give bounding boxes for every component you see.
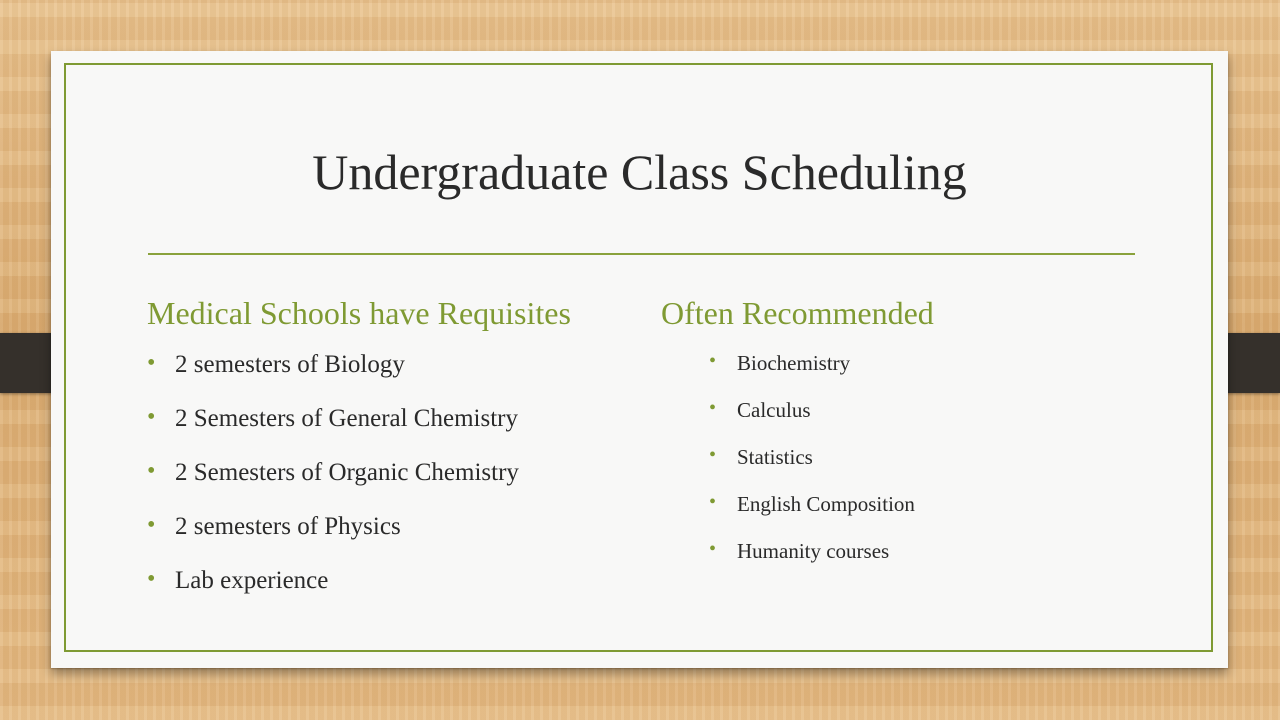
bullet-icon: • <box>147 512 156 538</box>
bullet-icon: • <box>709 444 717 466</box>
bullet-icon: • <box>147 458 156 484</box>
list-item <box>147 457 519 511</box>
list-item <box>709 490 915 537</box>
list-item <box>709 396 915 443</box>
bullet-icon: • <box>709 538 717 560</box>
list-item-text: 2 semesters of Biology <box>175 351 405 378</box>
slide-title: Undergraduate Class Scheduling <box>312 144 967 200</box>
list-item-text: 2 semesters of Physics <box>175 513 401 540</box>
slide-card <box>51 51 1228 668</box>
bullet-icon: • <box>709 397 717 419</box>
list-item <box>147 565 519 619</box>
list-item-text: 2 Semesters of General Chemistry <box>175 405 518 432</box>
list-item-text: Calculus <box>737 398 811 422</box>
bullet-icon: • <box>709 350 717 372</box>
recommended-courses-list <box>709 349 915 584</box>
right-column-heading: Often Recommended <box>661 295 934 331</box>
list-item <box>709 537 915 584</box>
list-item <box>147 349 519 403</box>
list-item-text: Statistics <box>737 445 813 469</box>
list-item <box>147 403 519 457</box>
bullet-icon: • <box>709 491 717 513</box>
list-item-text: Humanity courses <box>737 539 890 563</box>
list-item-text: 2 Semesters of Organic Chemistry <box>175 459 519 486</box>
title-divider <box>148 253 1135 255</box>
list-item-text: Lab experience <box>175 567 329 594</box>
bullet-icon: • <box>147 404 156 430</box>
bullet-icon: • <box>147 350 156 376</box>
list-item <box>147 511 519 565</box>
list-item <box>709 349 915 396</box>
list-item-text: Biochemistry <box>737 351 851 375</box>
required-courses-list <box>147 349 519 619</box>
list-item-text: English Composition <box>737 492 915 516</box>
list-item <box>709 443 915 490</box>
bullet-icon: • <box>147 566 156 592</box>
left-column-heading: Medical Schools have Requisites <box>147 295 571 331</box>
